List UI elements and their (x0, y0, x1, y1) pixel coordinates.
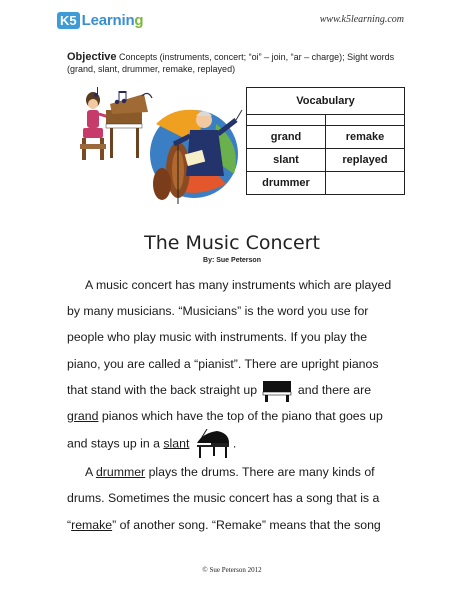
vocab-word: remake (326, 126, 405, 149)
story-byline: By: Sue Peterson (203, 257, 261, 264)
vocab-word: replayed (326, 149, 405, 172)
vocab-drummer: drummer (95, 465, 146, 480)
vocab-remake: remake (71, 517, 113, 532)
grand-piano-icon (193, 429, 233, 459)
vocab-word: drummer (247, 172, 326, 195)
copyright-footer: © Sue Peterson 2012 (202, 566, 262, 574)
upright-piano-icon (260, 380, 294, 402)
vocab-word: grand (247, 126, 326, 149)
vocab-word (326, 172, 405, 195)
objective-text: Concepts (instruments, concert; “oi” – join, “ar – charge); Sight words (grand, slant, drummer, remake, replayed) (67, 52, 395, 74)
story-body (67, 272, 397, 538)
logo-k5-badge: K5 (57, 12, 80, 29)
pianist-clipart (80, 92, 148, 160)
conductor-clipart (150, 110, 242, 204)
objective (67, 51, 407, 75)
vocabulary-table (246, 87, 405, 195)
story-title: The Music Concert (144, 232, 320, 254)
story-paragraph: A music concert has many instruments which are played by many musicians. “Musicians” is the word you use for people who play music with instruments. If you play the piano, you are called a “pianist”. There are upright pianos that stand with the back straight up and there are grand pianos which have the top of the piano that goes up and stays up in a slant . (67, 272, 397, 459)
vocab-grand: grand (67, 409, 99, 424)
music-concert-illustration (66, 84, 244, 214)
objective-label: Objective (67, 51, 117, 63)
site-url: www.k5learning.com (319, 14, 404, 25)
story-paragraph: A drummer plays the drums. There are many kinds of drums. Sometimes the music concert has a song that is a “remake” of another song. “Remake” means that the song (67, 465, 381, 532)
vocabulary-title: Vocabulary (247, 88, 405, 115)
vocab-word: slant (247, 149, 326, 172)
vocab-slant: slant (163, 436, 190, 451)
logo-wordmark: Learning (81, 12, 144, 29)
k5-learning-logo (57, 12, 143, 29)
